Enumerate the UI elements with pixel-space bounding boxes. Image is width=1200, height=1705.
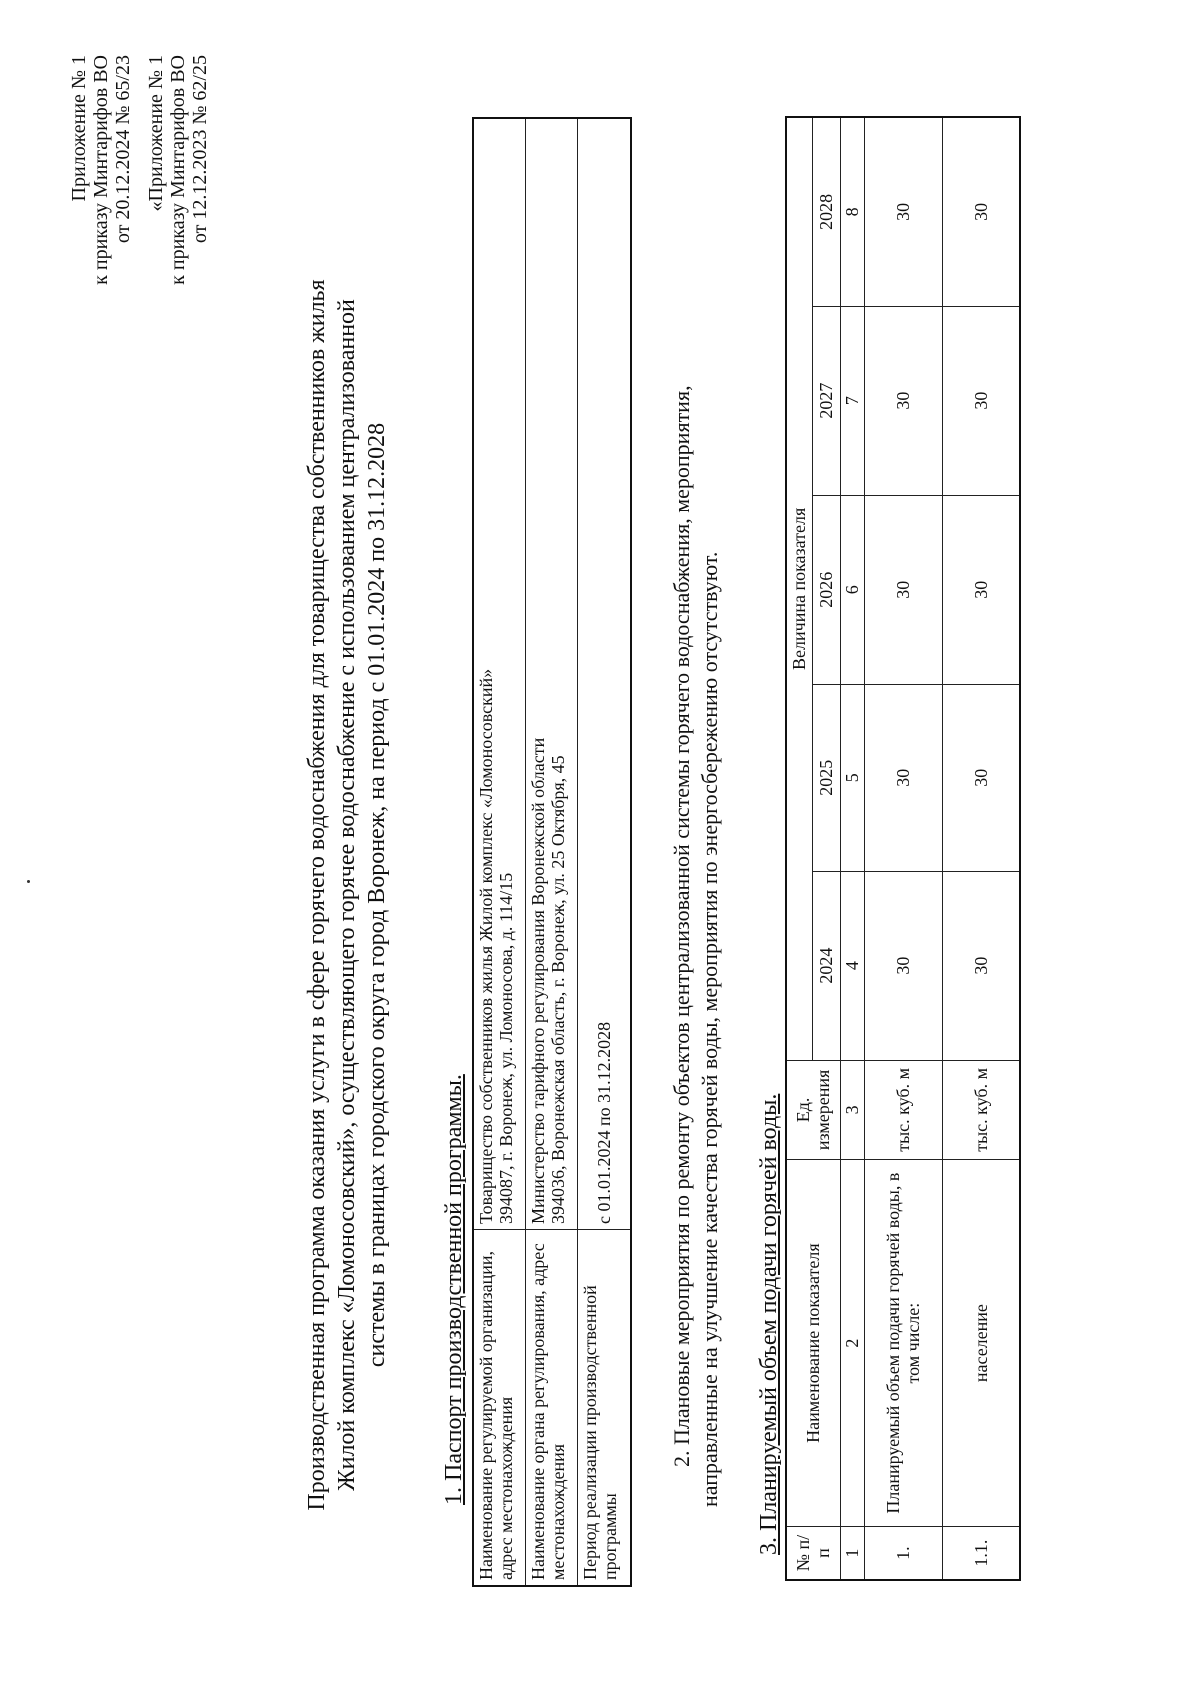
section3-heading [755, 1094, 783, 1555]
col-number: 6 [840, 495, 864, 684]
row-unit: тыс. куб. м [864, 1060, 942, 1159]
row-value: 30 [942, 306, 1020, 495]
section3-heading-text: 3. Планируемый объем подачи горячей воды. [756, 1093, 782, 1555]
row-value: 30 [942, 871, 1020, 1060]
row-value: 30 [864, 871, 942, 1060]
passport-value-line: Товарищество собственников жилья Жилой комплекс «Ломоносовский» [476, 668, 496, 1224]
passport-label: Наименование органа регулирования, адрес местонахождения [525, 1230, 577, 1587]
row-value: 30 [864, 684, 942, 871]
passport-label: Период реализации производственной программы [577, 1230, 631, 1587]
header-line: от 20.12.2024 № 65/23 [112, 55, 134, 244]
row-value: 30 [864, 306, 942, 495]
passport-value [473, 118, 525, 1230]
row-name: население [942, 1160, 1020, 1527]
col-number: 8 [840, 117, 864, 306]
col-header-no: № п/п [786, 1527, 840, 1580]
column-number-row [840, 117, 864, 1580]
col-number: 7 [840, 306, 864, 495]
col-header-unit: Ед. измерения [786, 1060, 840, 1159]
col-number: 1 [840, 1527, 864, 1580]
row-name: Планируемый объем подачи горячей воды, в том числе: [864, 1160, 942, 1527]
row-unit: тыс. куб. м [942, 1060, 1020, 1159]
row-value: 30 [864, 495, 942, 684]
table-header-row [786, 117, 812, 1580]
col-number: 2 [840, 1160, 864, 1527]
col-header-year: 2028 [812, 117, 840, 306]
col-number: 4 [840, 871, 864, 1060]
table-row [473, 118, 525, 1586]
passport-value [525, 118, 577, 1230]
passport-value-line: 394036, Воронежская область, г. Воронеж, ул. 25 Октября, 45 [547, 755, 568, 1224]
header-line: к приказу Минтарифов ВО [90, 55, 112, 285]
passport-value-line: Министерство тарифного регулирования Воронежской области [527, 737, 548, 1224]
passport-table [472, 117, 632, 1587]
row-no: 1.1. [942, 1527, 1020, 1580]
col-header-name: Наименование показателя [786, 1160, 840, 1527]
passport-label: Наименование регулируемой организации, адрес местонахождения [473, 1230, 525, 1587]
table-row [525, 118, 577, 1586]
section1-heading-text: 1. Паспорт производственной программы. [441, 1074, 467, 1505]
passport-value-line: 394087, г. Воронеж, ул. Ломоносова, д. 114/15 [496, 872, 516, 1224]
section2-line: направленные на улучшение качества горячей воды, мероприятия по энергосбережению отсутствуют. [697, 551, 722, 1507]
section2-paragraph [668, 107, 724, 1507]
col-header-year: 2026 [812, 495, 840, 684]
volume-table [785, 116, 1021, 1581]
col-header-year: 2027 [812, 306, 840, 495]
passport-value-line: с 01.01.2024 по 31.12.2028 [593, 1021, 614, 1224]
header-line: Приложение № 1 [68, 55, 90, 202]
header-line: от 12.12.2023 № 62/25 [189, 55, 211, 244]
header-line: к приказу Минтарифов ВО [167, 55, 189, 285]
passport-value [577, 118, 631, 1230]
approval-header-old [145, 55, 211, 455]
table-row [864, 117, 942, 1580]
document-title [302, 145, 392, 1645]
header-line: «Приложение № 1 [145, 55, 167, 212]
title-line: Жилой комплекс «Ломоносовский», осуществляющего горячее водоснабжение с использованием централизованной [334, 299, 360, 1491]
col-header-year: 2025 [812, 684, 840, 871]
table-row [577, 118, 631, 1586]
row-value: 30 [942, 495, 1020, 684]
col-number: 5 [840, 684, 864, 871]
col-number: 3 [840, 1060, 864, 1159]
row-value: 30 [942, 684, 1020, 871]
title-line: системы в границах городского округа город Воронеж, на период с 01.01.2024 по 31.12.2028 [364, 422, 390, 1368]
row-no: 1. [864, 1527, 942, 1580]
col-header-value-group: Величина показателя [786, 117, 812, 1060]
col-header-year: 2024 [812, 871, 840, 1060]
table-row [942, 117, 1020, 1580]
approval-header-new [68, 55, 134, 455]
row-value: 30 [942, 117, 1020, 306]
section2-line: 2. Плановые мероприятия по ремонту объектов централизованной системы горячего водоснабжения, мероприятия, [669, 385, 694, 1467]
section1-heading [440, 1074, 468, 1505]
title-line: Производственная программа оказания услуги в сфере горячего водоснабжения для товарищества собственников жилья [304, 279, 330, 1511]
row-value: 30 [864, 117, 942, 306]
